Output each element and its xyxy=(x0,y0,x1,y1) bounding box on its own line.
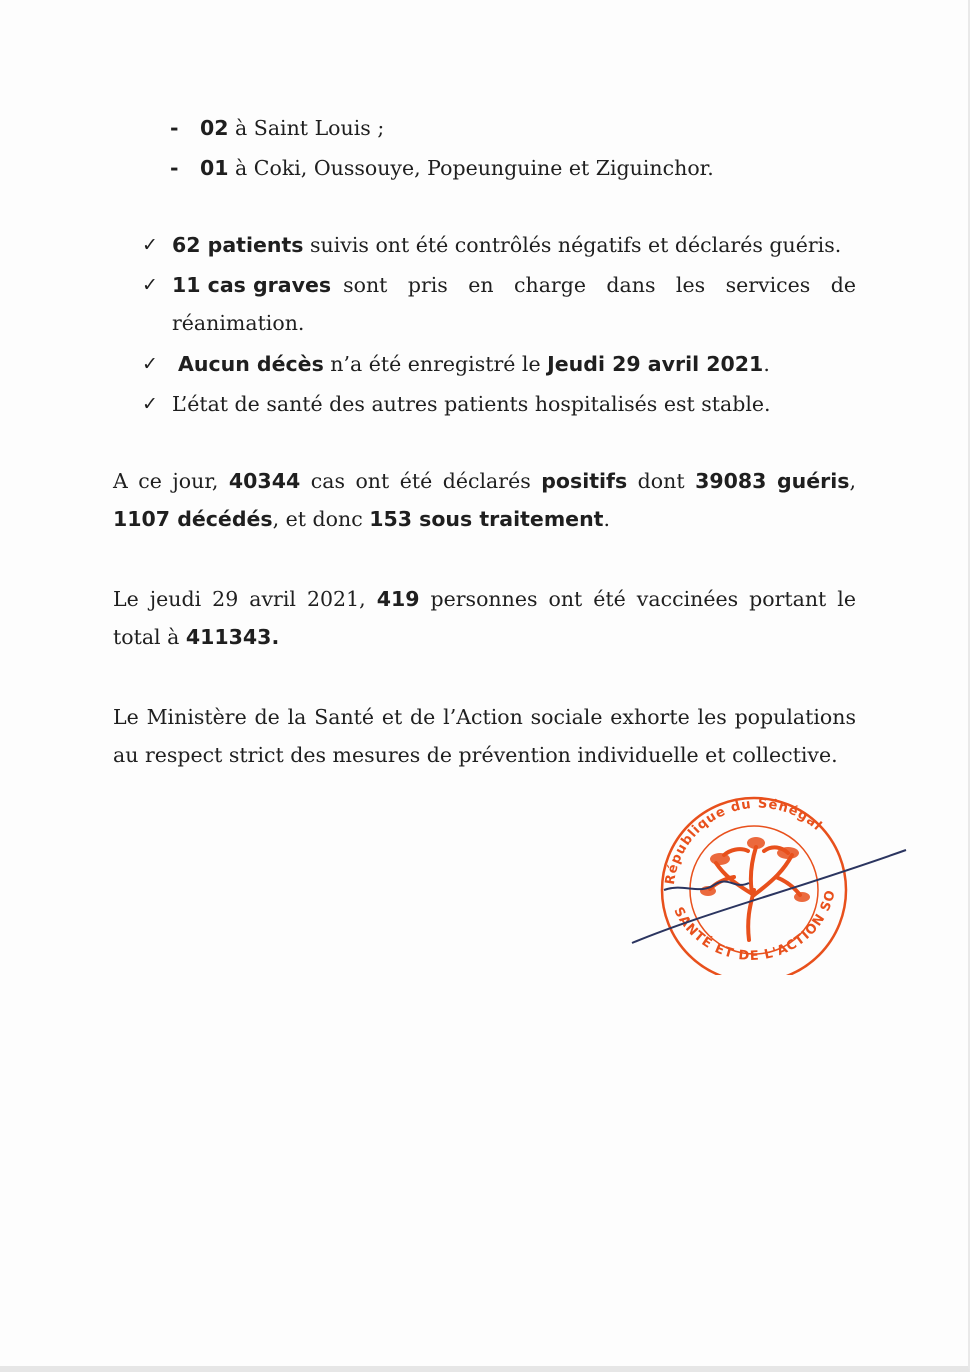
checkmark-icon: ✓ xyxy=(142,393,158,415)
seal-graphic xyxy=(624,795,914,975)
check-item-graves-cont: réanimation. xyxy=(172,311,305,335)
checkmark-icon: ✓ xyxy=(142,274,158,296)
seal-top-text: République du Sénégal xyxy=(662,796,825,886)
region-count: 01 xyxy=(200,156,229,180)
document-page: - 02 à Saint Louis ; - 01 à Coki, Oussouye, Popeunguine et Ziguinchor. ✓ 62 patients suivis ont été contrôlés négatifs et déclarés guéris. ✓ 11 cas graves sont pris en charge dans les services de réanimation. ✓ Aucun décès n’a été enregistré le Jeudi 29 avril 2021. ✓ L’état de santé des autres patients hospitalisés est stable. A ce jour, 40344 cas ont été déclarés positifs dont 39083 guéris, 1107 décédés, et donc 153 sous traitement. Le jeudi 29 avril 2021, 419 personnes ont été vaccinées portant le total à 411343. Le Ministère de la Santé et de l’Action sociale exhorte les populations au respect strict des mesures de prévention individuelle et collective. République du Sénégal SANTÉ ET DE L'ACTION SO xyxy=(0,0,970,1372)
svg-text:République du Sénégal xyxy=(663,797,825,886)
checkmark-icon: ✓ xyxy=(142,234,158,256)
summary-paragraph: A ce jour, 40344 cas ont été déclarés positifs dont 39083 guéris, 1107 décédés, et donc 153 sous traitement. xyxy=(113,469,856,531)
check-item-graves-text: 11 cas graves sont pris en charge dans les services de xyxy=(172,273,856,297)
closing-paragraph: Le Ministère de la Santé et de l’Action sociale exhorte les populations au respect strict des mesures de prévention individuelle et collective. xyxy=(113,705,856,767)
checkmark-icon: ✓ xyxy=(142,353,158,375)
vaccination-paragraph: Le jeudi 29 avril 2021, 419 personnes ont été vaccinées portant le total à 411343. xyxy=(113,587,856,649)
seal-bottom-text: SANTÉ ET DE L'ACTION SO xyxy=(670,887,839,965)
region-count: 02 xyxy=(200,116,229,140)
ministry-seal xyxy=(624,795,914,979)
